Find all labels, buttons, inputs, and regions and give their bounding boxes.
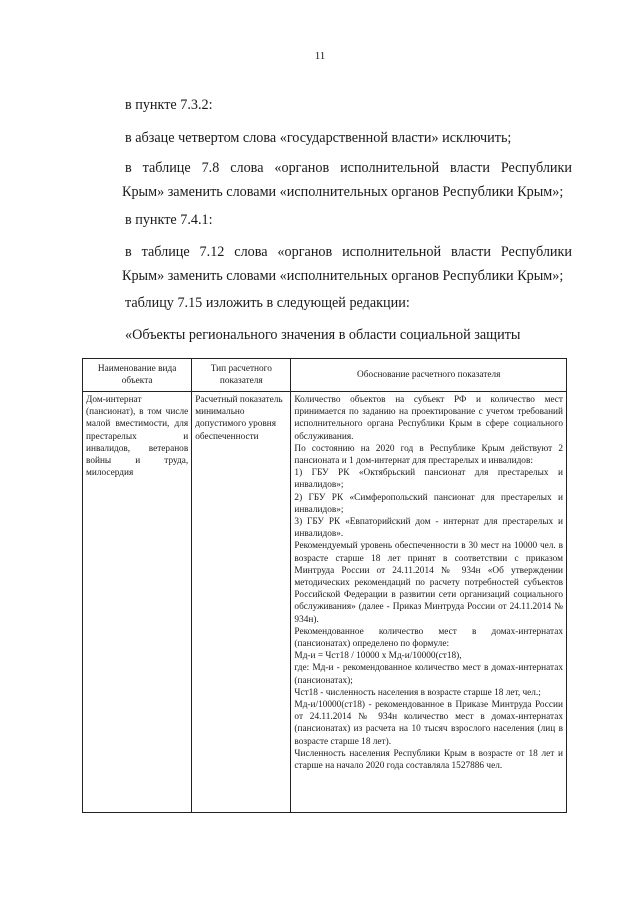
justification-line: Мд-и/10000(ст18) - рекомендованное в Приказе Минтруда России от 24.11.2014 № 934н количество мест в домах-интернатах (пансионатах) из расчета на 10 тысяч взрослого населения (лиц в возрасте старше 18 лет). <box>294 700 563 747</box>
justification-line: 2) ГБУ РК «Симферопольский пансионат для престарелых и инвалидов»; <box>294 492 563 515</box>
table-row <box>83 392 567 813</box>
justification-line: Рекомендованное количество мест в домах-интернатах (пансионатах) определено по формуле: <box>294 626 563 650</box>
header-object-type: Наименование вида объекта <box>83 359 192 392</box>
paragraph-item-7-3-2: в пункте 7.3.2: <box>125 97 213 113</box>
justification-line: 3) ГБУ РК «Евпаторийский дом - интернат для престарелых и инвалидов». <box>294 517 563 540</box>
justification-line: Рекомендуемый уровень обеспеченности в 30 мест на 10000 чел. в возрасте старше 18 лет принят в соответствии с приказом Минтруда России от 24.11.2014 № 934н «Об утверждении методических рекомендаций по расчету потребностей субъектов Российской Федерации в развитии сети организаций социального обслуживания» (далее - Приказ Минтруда России от 24.11.2014 № 934н). <box>294 541 563 625</box>
justification-line: 1) ГБУ РК «Октябрьский пансионат для престарелых и инвалидов»; <box>294 468 563 491</box>
paragraph-table-7-12 <box>122 240 572 288</box>
cell-indicator-type: Расчетный показатель минимально допустимого уровня обеспеченности <box>192 392 291 813</box>
social-objects-table <box>82 358 567 813</box>
header-indicator-type: Тип расчетного показателя <box>192 359 291 392</box>
justification-line: Количество объектов на субъект РФ и количество мест принимается по заданию на проектирование с учетом требований исполнительного органа Республики Крым в сфере социального обслуживания. <box>294 395 563 442</box>
paragraph-table-7-8 <box>122 156 572 204</box>
justification-line: где: Мд-и - рекомендованное количество мест в домах-интернатах (пансионатах); <box>294 663 563 686</box>
paragraph-table-7-15: таблицу 7.15 изложить в следующей редакции: <box>125 295 410 311</box>
formula-line: Мд-и = Чст18 / 10000 х Мд-и/10000(ст18), <box>294 651 462 662</box>
paragraph-line: Крым» заменить словами «исполнительных органов Республики Крым»; <box>122 268 564 284</box>
paragraph-item-7-4-1: в пункте 7.4.1: <box>125 212 213 228</box>
paragraph-line: в таблице 7.12 слова «органов исполнительной власти Республики <box>125 244 572 260</box>
cell-object-type: Дом-интернат (пансионат), в том числе малой вместимости, для престарелых и инвалидов, ветеранов войны и труда, милосердия <box>83 392 192 813</box>
table-header-row <box>83 359 567 392</box>
paragraph-remove-words: в абзаце четвертом слова «государственной власти» исключить; <box>125 130 512 146</box>
cell-justification <box>291 392 567 813</box>
justification-line: По состоянию на 2020 год в Республике Крым действуют 2 пансионата и 1 дом-интернат для престарелых и инвалидов: <box>294 443 563 467</box>
justification-line: Численность населения Республики Крым в возрасте от 18 лет и старше на начало 2020 года составляла 1527886 чел. <box>294 748 563 772</box>
paragraph-line: в таблице 7.8 слова «органов исполнительной власти Республики <box>125 160 572 176</box>
table-title: «Объекты регионального значения в области социальной защиты <box>125 327 521 343</box>
header-justification: Обоснование расчетного показателя <box>291 359 567 392</box>
page-number: 11 <box>314 50 326 62</box>
justification-line: Чст18 - численность населения в возрасте старше 18 лет, чел.; <box>294 687 541 698</box>
paragraph-line: Крым» заменить словами «исполнительных органов Республики Крым»; <box>122 184 564 200</box>
